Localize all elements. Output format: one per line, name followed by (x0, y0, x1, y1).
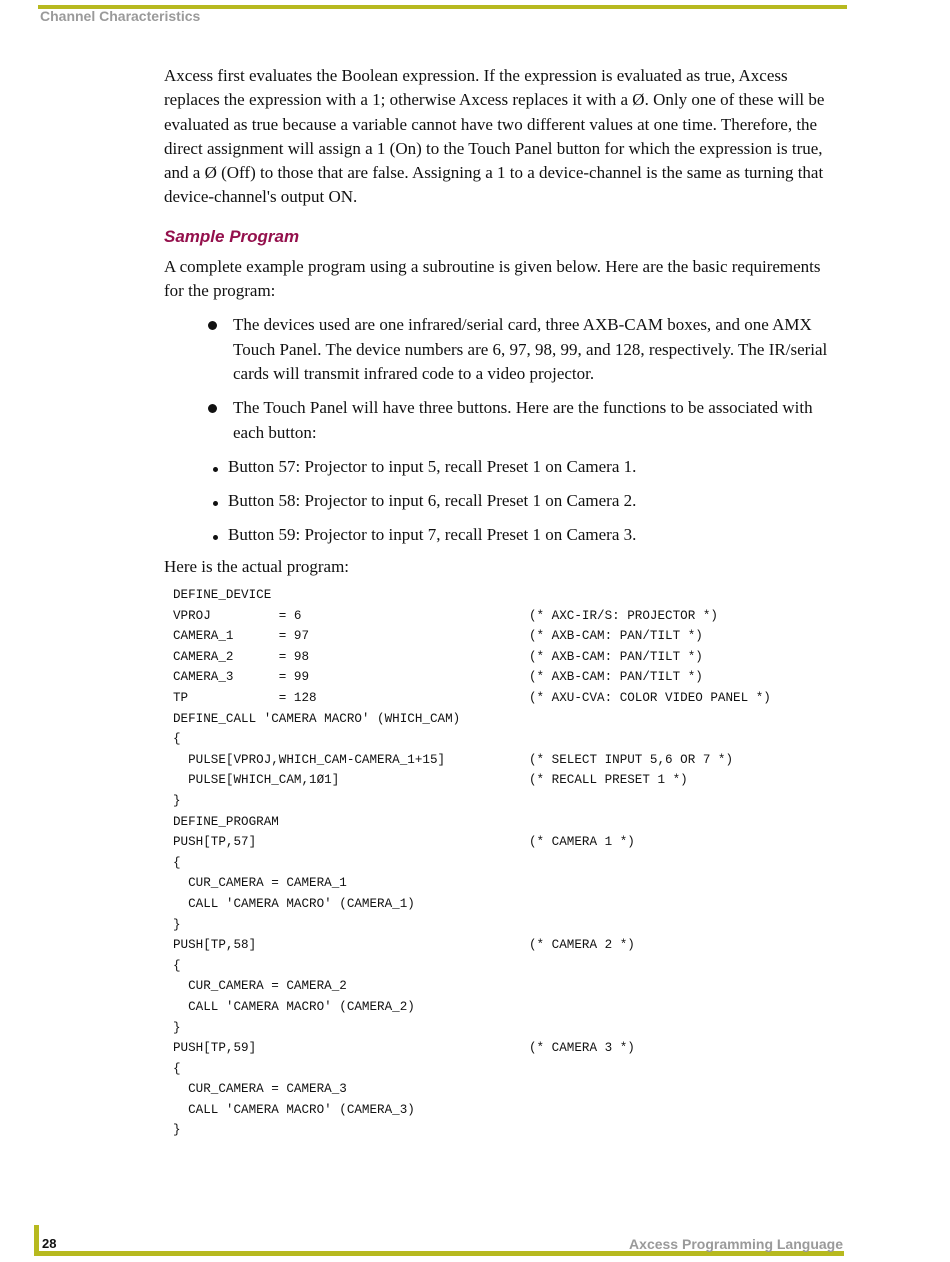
code-comment: (* AXB-CAM: PAN/TILT *) (529, 629, 703, 644)
code-listing (173, 585, 836, 1141)
code-line (173, 853, 836, 874)
code-line (173, 626, 836, 647)
code-text: DEFINE_PROGRAM (173, 814, 279, 829)
list-item (164, 313, 836, 386)
code-text: DEFINE_CALL 'CAMERA MACRO' (WHICH_CAM) (173, 711, 461, 726)
running-footer: Axcess Programming Language (629, 1236, 843, 1252)
code-text: { (173, 855, 181, 870)
code-text: CAMERA_1 = 97 (173, 629, 310, 644)
sub-list-item-text: Button 57: Projector to input 5, recall Preset 1 on Camera 1. (228, 456, 637, 476)
code-comment: (* AXC-IR/S: PROJECTOR *) (529, 608, 718, 623)
page-body (164, 64, 836, 1141)
code-comment: (* CAMERA 1 *) (529, 835, 635, 850)
code-line (173, 894, 836, 915)
code-line (173, 1038, 836, 1059)
list-item-text: The devices used are one infrared/serial card, three AXB-CAM boxes, and one AMX Touch Panel. The device numbers are 6, 97, 98, 99, and 128, respectively. The IR/serial cards will transmit infrared code to a video projector. (233, 315, 828, 383)
code-text: CALL 'CAMERA MACRO' (CAMERA_2) (173, 999, 415, 1014)
code-text: } (173, 1020, 181, 1035)
sub-list-item (196, 489, 836, 513)
code-line (173, 750, 836, 771)
code-line (173, 873, 836, 894)
code-line (173, 770, 836, 791)
code-text: } (173, 1123, 181, 1138)
code-text: VPROJ = 6 (173, 608, 302, 623)
code-text: { (173, 732, 181, 747)
code-line (173, 976, 836, 997)
code-text: CAMERA_3 = 99 (173, 670, 310, 685)
code-comment: (* AXB-CAM: PAN/TILT *) (529, 649, 703, 664)
requirements-list (164, 313, 836, 547)
code-line (173, 1079, 836, 1100)
code-line (173, 956, 836, 977)
intro-paragraph: Axcess first evaluates the Boolean expression. If the expression is evaluated as true, Axcess replaces the expression with a 1; otherwise Axcess replaces it with a Ø. Only one of these will be evaluated as true because a variable cannot have two different values at one time. Therefore, the direct assignment will assign a 1 (On) to the Touch Panel button for which the expression is true, and a Ø (Off) to those that are false. Assigning a 1 to a device-channel is the same as turning that device-channel's output ON. (164, 66, 825, 207)
code-line (173, 1100, 836, 1121)
code-text: CUR_CAMERA = CAMERA_1 (173, 876, 347, 891)
code-text: PUSH[TP,58] (173, 938, 257, 953)
code-line (173, 585, 836, 606)
code-text: PULSE[WHICH_CAM,1Ø1] (173, 773, 340, 788)
code-text: CALL 'CAMERA MACRO' (CAMERA_1) (173, 896, 415, 911)
small-bullet-icon (213, 501, 218, 506)
sub-list-item (196, 523, 836, 547)
list-item (164, 396, 836, 547)
code-text: PULSE[VPROJ,WHICH_CAM-CAMERA_1+15] (173, 752, 446, 767)
sub-list-item-text: Button 59: Projector to input 7, recall Preset 1 on Camera 3. (228, 525, 637, 545)
code-line (173, 812, 836, 833)
code-line (173, 791, 836, 812)
code-text: } (173, 793, 181, 808)
code-line (173, 832, 836, 853)
small-bullet-icon (213, 467, 218, 472)
code-text: { (173, 958, 181, 973)
code-text: CUR_CAMERA = CAMERA_2 (173, 979, 347, 994)
code-text: DEFINE_DEVICE (173, 588, 272, 603)
code-text: { (173, 1061, 181, 1076)
code-line (173, 688, 836, 709)
code-comment: (* AXB-CAM: PAN/TILT *) (529, 670, 703, 685)
code-line (173, 647, 836, 668)
code-text: } (173, 917, 181, 932)
code-line (173, 1120, 836, 1141)
code-line (173, 606, 836, 627)
list-item-text: The Touch Panel will have three buttons. Here are the functions to be associated with each button: (233, 398, 813, 442)
running-header: Channel Characteristics (40, 8, 201, 24)
code-line (173, 935, 836, 956)
program-lead: Here is the actual program: (164, 556, 350, 576)
code-comment: (* SELECT INPUT 5,6 OR 7 *) (529, 752, 734, 767)
code-text: PUSH[TP,57] (173, 835, 257, 850)
small-bullet-icon (213, 535, 218, 540)
code-line (173, 667, 836, 688)
code-text: CAMERA_2 = 98 (173, 649, 310, 664)
code-comment: (* AXU-CVA: COLOR VIDEO PANEL *) (529, 691, 771, 706)
code-comment: (* CAMERA 2 *) (529, 938, 635, 953)
code-line (173, 997, 836, 1018)
bullet-icon (208, 404, 217, 413)
page-number: 28 (42, 1236, 57, 1251)
code-line (173, 1018, 836, 1039)
code-line (173, 729, 836, 750)
section-heading: Sample Program (164, 226, 300, 246)
code-text: CALL 'CAMERA MACRO' (CAMERA_3) (173, 1102, 415, 1117)
code-line (173, 1059, 836, 1080)
code-text: TP = 128 (173, 691, 317, 706)
code-line (173, 915, 836, 936)
code-text: PUSH[TP,59] (173, 1041, 257, 1056)
code-text: CUR_CAMERA = CAMERA_3 (173, 1082, 347, 1097)
code-comment: (* CAMERA 3 *) (529, 1041, 635, 1056)
sub-list-item-text: Button 58: Projector to input 6, recall Preset 1 on Camera 2. (228, 491, 637, 511)
sub-list-item (196, 455, 836, 479)
code-line (173, 709, 836, 730)
button-functions-list (196, 455, 836, 548)
bullet-icon (208, 321, 217, 330)
code-comment: (* RECALL PRESET 1 *) (529, 773, 688, 788)
section-intro: A complete example program using a subroutine is given below. Here are the basic requirements for the program: (164, 256, 821, 301)
